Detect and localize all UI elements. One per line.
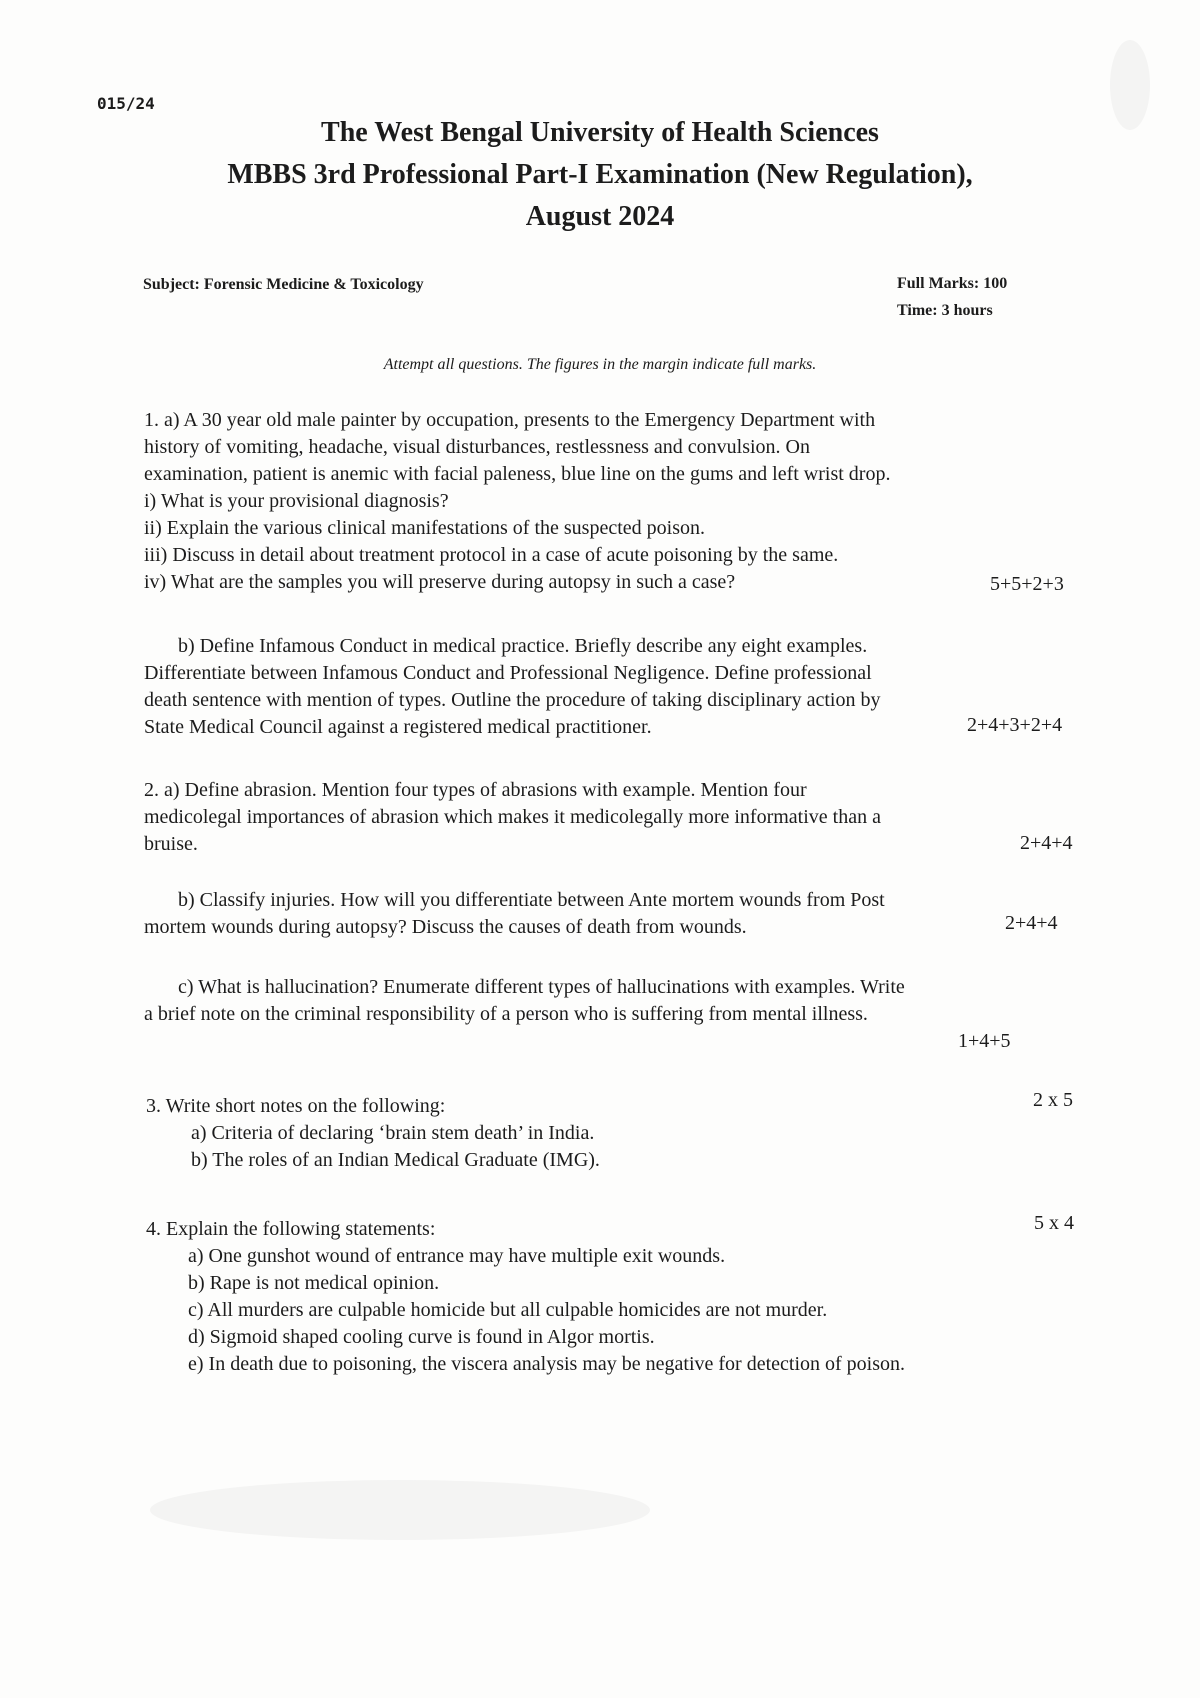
university-name: The West Bengal University of Health Sciences: [321, 117, 879, 148]
question-4a: a) One gunshot wound of entrance may have multiple exit wounds.: [188, 1245, 726, 1267]
question-3a: a) Criteria of declaring ‘brain stem death’ in India.: [191, 1122, 595, 1144]
marks-time-block: [897, 270, 1007, 324]
time-limit: Time: 3 hours: [897, 302, 993, 319]
text-line: 1. a) A 30 year old male painter by occupation, presents to the Emergency Department with: [144, 409, 876, 431]
question-4-stem: 4. Explain the following statements:: [146, 1218, 436, 1240]
marks-3: 2 x 5: [1033, 1089, 1073, 1111]
question-4d: d) Sigmoid shaped cooling curve is found in Algor mortis.: [188, 1326, 655, 1348]
question-3-stem: 3. Write short notes on the following:: [146, 1095, 446, 1117]
marks-4: 5 x 4: [1034, 1212, 1074, 1234]
text-line: a brief note on the criminal responsibility of a person who is suffering from mental illness.: [144, 1003, 868, 1025]
subject-label: Subject: Forensic Medicine & Toxicology: [143, 276, 424, 293]
marks-1b: 2+4+3+2+4: [967, 714, 1063, 736]
text-line: b) Define Infamous Conduct in medical practice. Briefly describe any eight examples.: [178, 635, 868, 657]
question-2c: [144, 974, 1090, 1028]
text-line: iv) What are the samples you will preserve during autopsy in such a case?: [144, 571, 736, 593]
text-line: history of vomiting, headache, visual disturbances, restlessness and convulsion. On: [144, 436, 810, 458]
question-2b: [144, 887, 1090, 941]
marks-1a: 5+5+2+3: [990, 573, 1064, 595]
marks-2c: 1+4+5: [958, 1030, 1011, 1052]
question-1a: [144, 407, 1090, 596]
exam-date: August 2024: [525, 201, 675, 232]
text-line: examination, patient is anemic with facial paleness, blue line on the gums and left wrist drop.: [144, 463, 891, 485]
question-2a: [144, 777, 1090, 858]
text-line: medicolegal importances of abrasion which makes it medicolegally more informative than a: [144, 806, 881, 828]
text-line: bruise.: [144, 833, 198, 855]
scan-smudge: [150, 1480, 650, 1540]
text-line: ii) Explain the various clinical manifestations of the suspected poison.: [144, 517, 705, 539]
question-3b: b) The roles of an Indian Medical Graduate (IMG).: [191, 1149, 600, 1171]
text-line: c) What is hallucination? Enumerate different types of hallucinations with examples. Write: [178, 976, 905, 998]
text-line: Differentiate between Infamous Conduct and Professional Negligence. Define professional: [144, 662, 872, 684]
marks-2b: 2+4+4: [1005, 912, 1058, 934]
text-line: b) Classify injuries. How will you differentiate between Ante mortem wounds from Post: [178, 889, 885, 911]
question-1b: [144, 633, 1090, 741]
title-block: [0, 112, 1200, 238]
question-4c: c) All murders are culpable homicide but all culpable homicides are not murder.: [188, 1299, 828, 1321]
question-4b: b) Rape is not medical opinion.: [188, 1272, 440, 1294]
marks-2a: 2+4+4: [1020, 832, 1073, 854]
text-line: 2. a) Define abrasion. Mention four types of abrasions with example. Mention four: [144, 779, 807, 801]
instructions: Attempt all questions. The figures in the margin indicate full marks.: [383, 356, 817, 373]
exam-name: MBBS 3rd Professional Part-I Examination (New Regulation),: [227, 159, 973, 190]
text-line: iii) Discuss in detail about treatment protocol in a case of acute poisoning by the same.: [144, 544, 839, 566]
paper-code: 015/24: [97, 94, 155, 113]
text-line: State Medical Council against a registered medical practitioner.: [144, 716, 652, 738]
text-line: i) What is your provisional diagnosis?: [144, 490, 449, 512]
text-line: death sentence with mention of types. Outline the procedure of taking disciplinary action by: [144, 689, 881, 711]
question-4e: e) In death due to poisoning, the viscera analysis may be negative for detection of poison.: [188, 1353, 906, 1375]
text-line: mortem wounds during autopsy? Discuss the causes of death from wounds.: [144, 916, 747, 938]
full-marks: Full Marks: 100: [897, 275, 1008, 292]
